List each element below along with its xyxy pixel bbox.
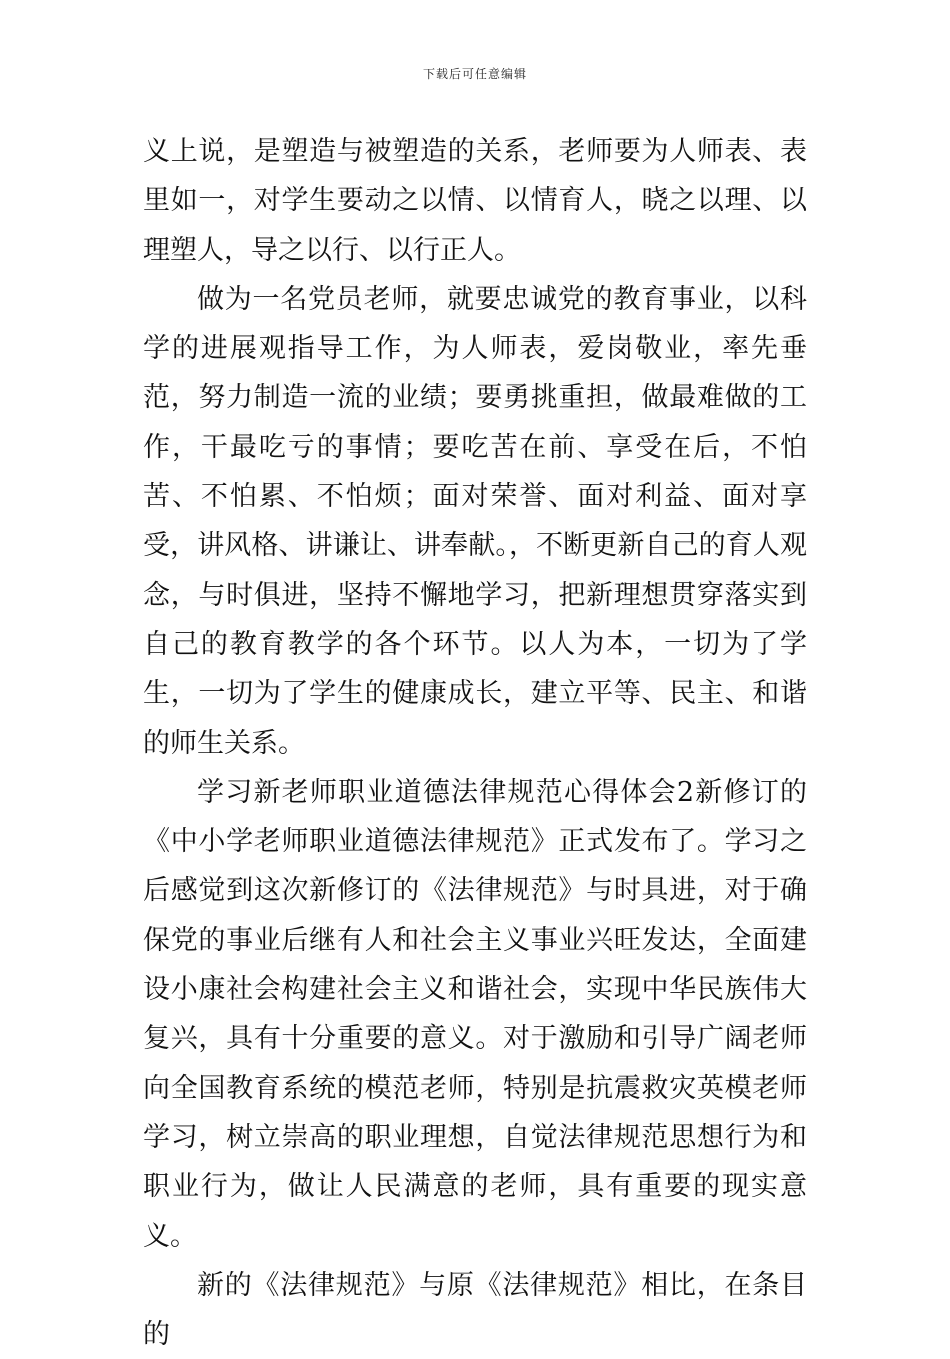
page-header: 下载后可任意编辑	[422, 67, 527, 81]
paragraph-4: 新的《法律规范》与原《法律规范》相比，在条目的	[143, 1269, 807, 1351]
paragraph-3: 学习新老师职业道德法律规范心得体会2新修订的《中小学老师职业道德法律规范》正式发布了。学习之后感觉到这次新修订的《法律规范》与时具进，对于确保党的事业后继有人和社会主义事业兴旺发达，全面建设小康社会构建社会主义和谐社会，实现中华民族伟大复兴，具有十分重要的意义。对于激励和引导广阔老师向全国教育系统的模范老师，特别是抗震救灾英模老师学习，树立崇高的职业理想，自觉法律规范思想行为和职业行为，做让人民满意的老师，具有重要的现实意义。	[143, 776, 807, 1252]
document-body	[143, 127, 807, 1359]
paragraph-1: 义上说，是塑造与被塑造的关系，老师要为人师表、表里如一，对学生要动之以情、以情育人，晓之以理、以理塑人，导之以行、以行正人。	[143, 136, 807, 266]
paragraph-2: 做为一名党员老师，就要忠诚党的教育事业，以科学的进展观指导工作，为人师表，爱岗敬业，率先垂范，努力制造一流的业绩；要勇挑重担，做最难做的工作，干最吃亏的事情；要吃苦在前、享受在后，不怕苦、不怕累、不怕烦；面对荣誉、面对利益、面对享受，讲风格、讲谦让、讲奉献。，不断更新自己的育人观念，与时俱进，坚持不懈地学习，把新理想贯穿落实到自己的教育教学的各个环节。以人为本，一切为了学生，一切为了学生的健康成长，建立平等、民主、和谐的师生关系。	[143, 283, 807, 759]
